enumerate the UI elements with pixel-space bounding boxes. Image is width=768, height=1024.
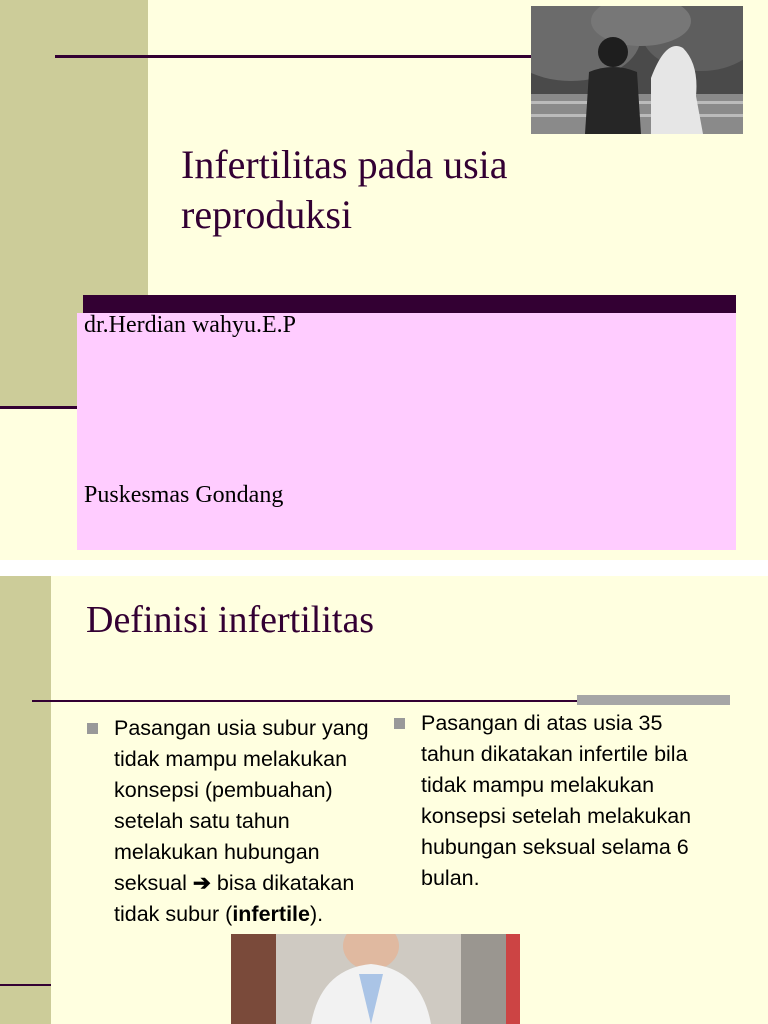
organization-name: Puskesmas Gondang xyxy=(84,482,284,508)
side-rule xyxy=(0,406,77,409)
side-rule xyxy=(0,984,51,986)
bullet-text: Pasangan di atas usia 35 tahun dikatakan infertile bila tidak mampu melakukan konsepsi setelah melakukan hubungan seksual selama 6 bulan. xyxy=(421,711,692,890)
slide-title: Definisi infertilitas xyxy=(86,599,375,641)
side-band xyxy=(0,576,51,1024)
subtitle-bar xyxy=(83,295,736,313)
bullet-square-icon xyxy=(394,718,405,729)
slide-title: Infertilitas pada usia reproduksi xyxy=(181,142,508,237)
top-rule xyxy=(55,55,531,58)
bullet-square-icon xyxy=(87,723,98,734)
couple-photo xyxy=(531,6,743,134)
subtitle-box xyxy=(77,313,736,550)
doctor-photo xyxy=(231,934,520,1024)
bullet-text: Pasangan usia subur yang tidak mampu melakukan konsepsi (pembuahan) setelah satu tahun melakukan hubungan seksual ➔ bisa dikatakan tidak subur (infertile). xyxy=(114,716,369,926)
arrow-icon: ➔ xyxy=(192,871,211,895)
accent-bar xyxy=(577,695,730,705)
author-name: dr.Herdian wahyu.E.P xyxy=(84,312,296,338)
